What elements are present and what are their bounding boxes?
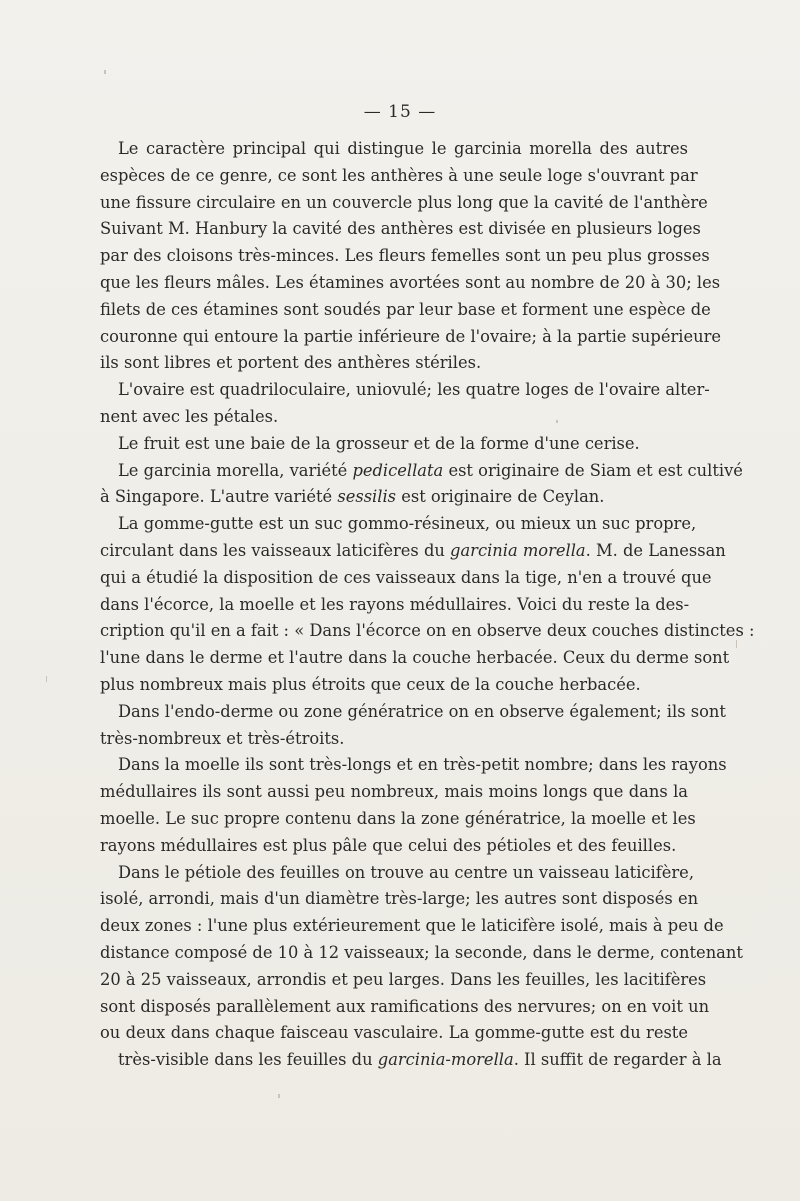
scan-speck bbox=[556, 420, 558, 423]
paragraph-1 bbox=[100, 136, 722, 377]
text-line: cription qu'il en a fait : « Dans l'écorce on en observe deux couches distinctes : bbox=[100, 621, 755, 641]
text-line: qui a étudié la disposition de ces vaisseaux dans la tige, n'en a trouvé que bbox=[100, 567, 712, 587]
text-line: Le garcinia morella, variété pedicellata est originaire de Siam et est cultivé bbox=[118, 460, 743, 480]
text-line: très-nombreux et très-étroits. bbox=[100, 728, 345, 748]
italic-term: pedicellata bbox=[352, 460, 444, 480]
text-line: dans l'écorce, la moelle et les rayons médullaires. Voici du reste la des- bbox=[100, 594, 690, 614]
scan-speck bbox=[46, 676, 47, 682]
scan-speck bbox=[278, 1094, 280, 1098]
text-line: rayons médullaires est plus pâle que celui des pétioles et des feuilles. bbox=[100, 835, 677, 855]
text-line: La gomme-gutte est un suc gommo-résineux, ou mieux un suc propre, bbox=[118, 514, 697, 534]
text-line: ils sont libres et portent des anthères stériles. bbox=[100, 353, 482, 373]
text-line: isolé, arrondi, mais d'un diamètre très-large; les autres sont disposés en bbox=[100, 889, 699, 909]
text-line: espèces de ce genre, ce sont les anthères à une seule loge s'ouvrant par bbox=[100, 165, 698, 185]
text-line: moelle. Le suc propre contenu dans la zone génératrice, la moelle et les bbox=[100, 808, 696, 828]
text-line: L'ovaire est quadriloculaire, uniovulé; les quatre loges de l'ovaire alter- bbox=[118, 380, 710, 400]
paragraph-4 bbox=[100, 458, 743, 512]
text-line: très-visible dans les feuilles du garcinia-morella. Il suffit de regarder à la bbox=[118, 1050, 722, 1070]
italic-term: garcinia-morella bbox=[377, 1050, 514, 1070]
text-line: par des cloisons très-minces. Les fleurs femelles sont un peu plus grosses bbox=[100, 246, 710, 266]
text-line: Dans l'endo-derme ou zone génératrice on en observe également; ils sont bbox=[118, 701, 726, 721]
body-text bbox=[100, 136, 755, 1074]
text-line: Dans le pétiole des feuilles on trouve au centre un vaisseau laticifère, bbox=[118, 862, 694, 882]
paragraph-8 bbox=[100, 860, 743, 1074]
text-line: l'une dans le derme et l'autre dans la couche herbacée. Ceux du derme sont bbox=[100, 648, 730, 668]
text-line: distance composé de 10 à 12 vaisseaux; la seconde, dans le derme, contenant bbox=[100, 942, 743, 962]
text-line: couronne qui entoure la partie inférieure de l'ovaire; à la partie supérieure bbox=[100, 326, 722, 346]
text-line: médullaires ils sont aussi peu nombreux, mais moins longs que dans la bbox=[100, 782, 688, 802]
paragraph-6 bbox=[100, 699, 726, 753]
text-line: nent avec les pétales. bbox=[100, 406, 279, 426]
text-line: Suivant M. Hanbury la cavité des anthères est divisée en plusieurs loges bbox=[100, 219, 701, 239]
italic-term: sessilis bbox=[337, 487, 397, 507]
text-line: Le caractère principal qui distingue le garcinia morella des autres bbox=[118, 139, 688, 158]
paragraph-2 bbox=[100, 377, 710, 431]
scan-speck bbox=[736, 640, 737, 648]
text-line: une fissure circulaire en un couvercle plus long que la cavité de l'anthère bbox=[100, 192, 708, 212]
paragraph-3 bbox=[100, 431, 688, 458]
paragraph-7 bbox=[100, 752, 727, 859]
paragraph-5 bbox=[100, 511, 755, 699]
text-line: Le fruit est une baie de la grosseur et de la forme d'une cerise. bbox=[118, 433, 640, 453]
text-line: plus nombreux mais plus étroits que ceux de la couche herbacée. bbox=[100, 674, 641, 694]
text-line: que les fleurs mâles. Les étamines avortées sont au nombre de 20 à 30; les bbox=[100, 272, 721, 292]
page-number: — 15 — bbox=[363, 102, 437, 122]
text-line: filets de ces étamines sont soudés par leur base et forment une espèce de bbox=[100, 299, 711, 319]
text-line: sont disposés parallèlement aux ramifications des nervures; on en voit un bbox=[100, 996, 710, 1016]
scan-speck bbox=[104, 70, 106, 74]
text-line: ou deux dans chaque faisceau vasculaire. La gomme-gutte est du reste bbox=[100, 1023, 688, 1043]
text-line: circulant dans les vaisseaux laticifères du garcinia morella. M. de Lanessan bbox=[100, 540, 726, 560]
text-line: à Singapore. L'autre variété sessilis est originaire de Ceylan. bbox=[100, 487, 605, 507]
text-line: deux zones : l'une plus extérieurement que le laticifère isolé, mais à peu de bbox=[100, 916, 724, 936]
italic-term: garcinia morella bbox=[450, 540, 586, 560]
text-line: Dans la moelle ils sont très-longs et en très-petit nombre; dans les rayons bbox=[118, 755, 727, 775]
text-line: 20 à 25 vaisseaux, arrondis et peu larges. Dans les feuilles, les lacitifères bbox=[100, 969, 707, 989]
